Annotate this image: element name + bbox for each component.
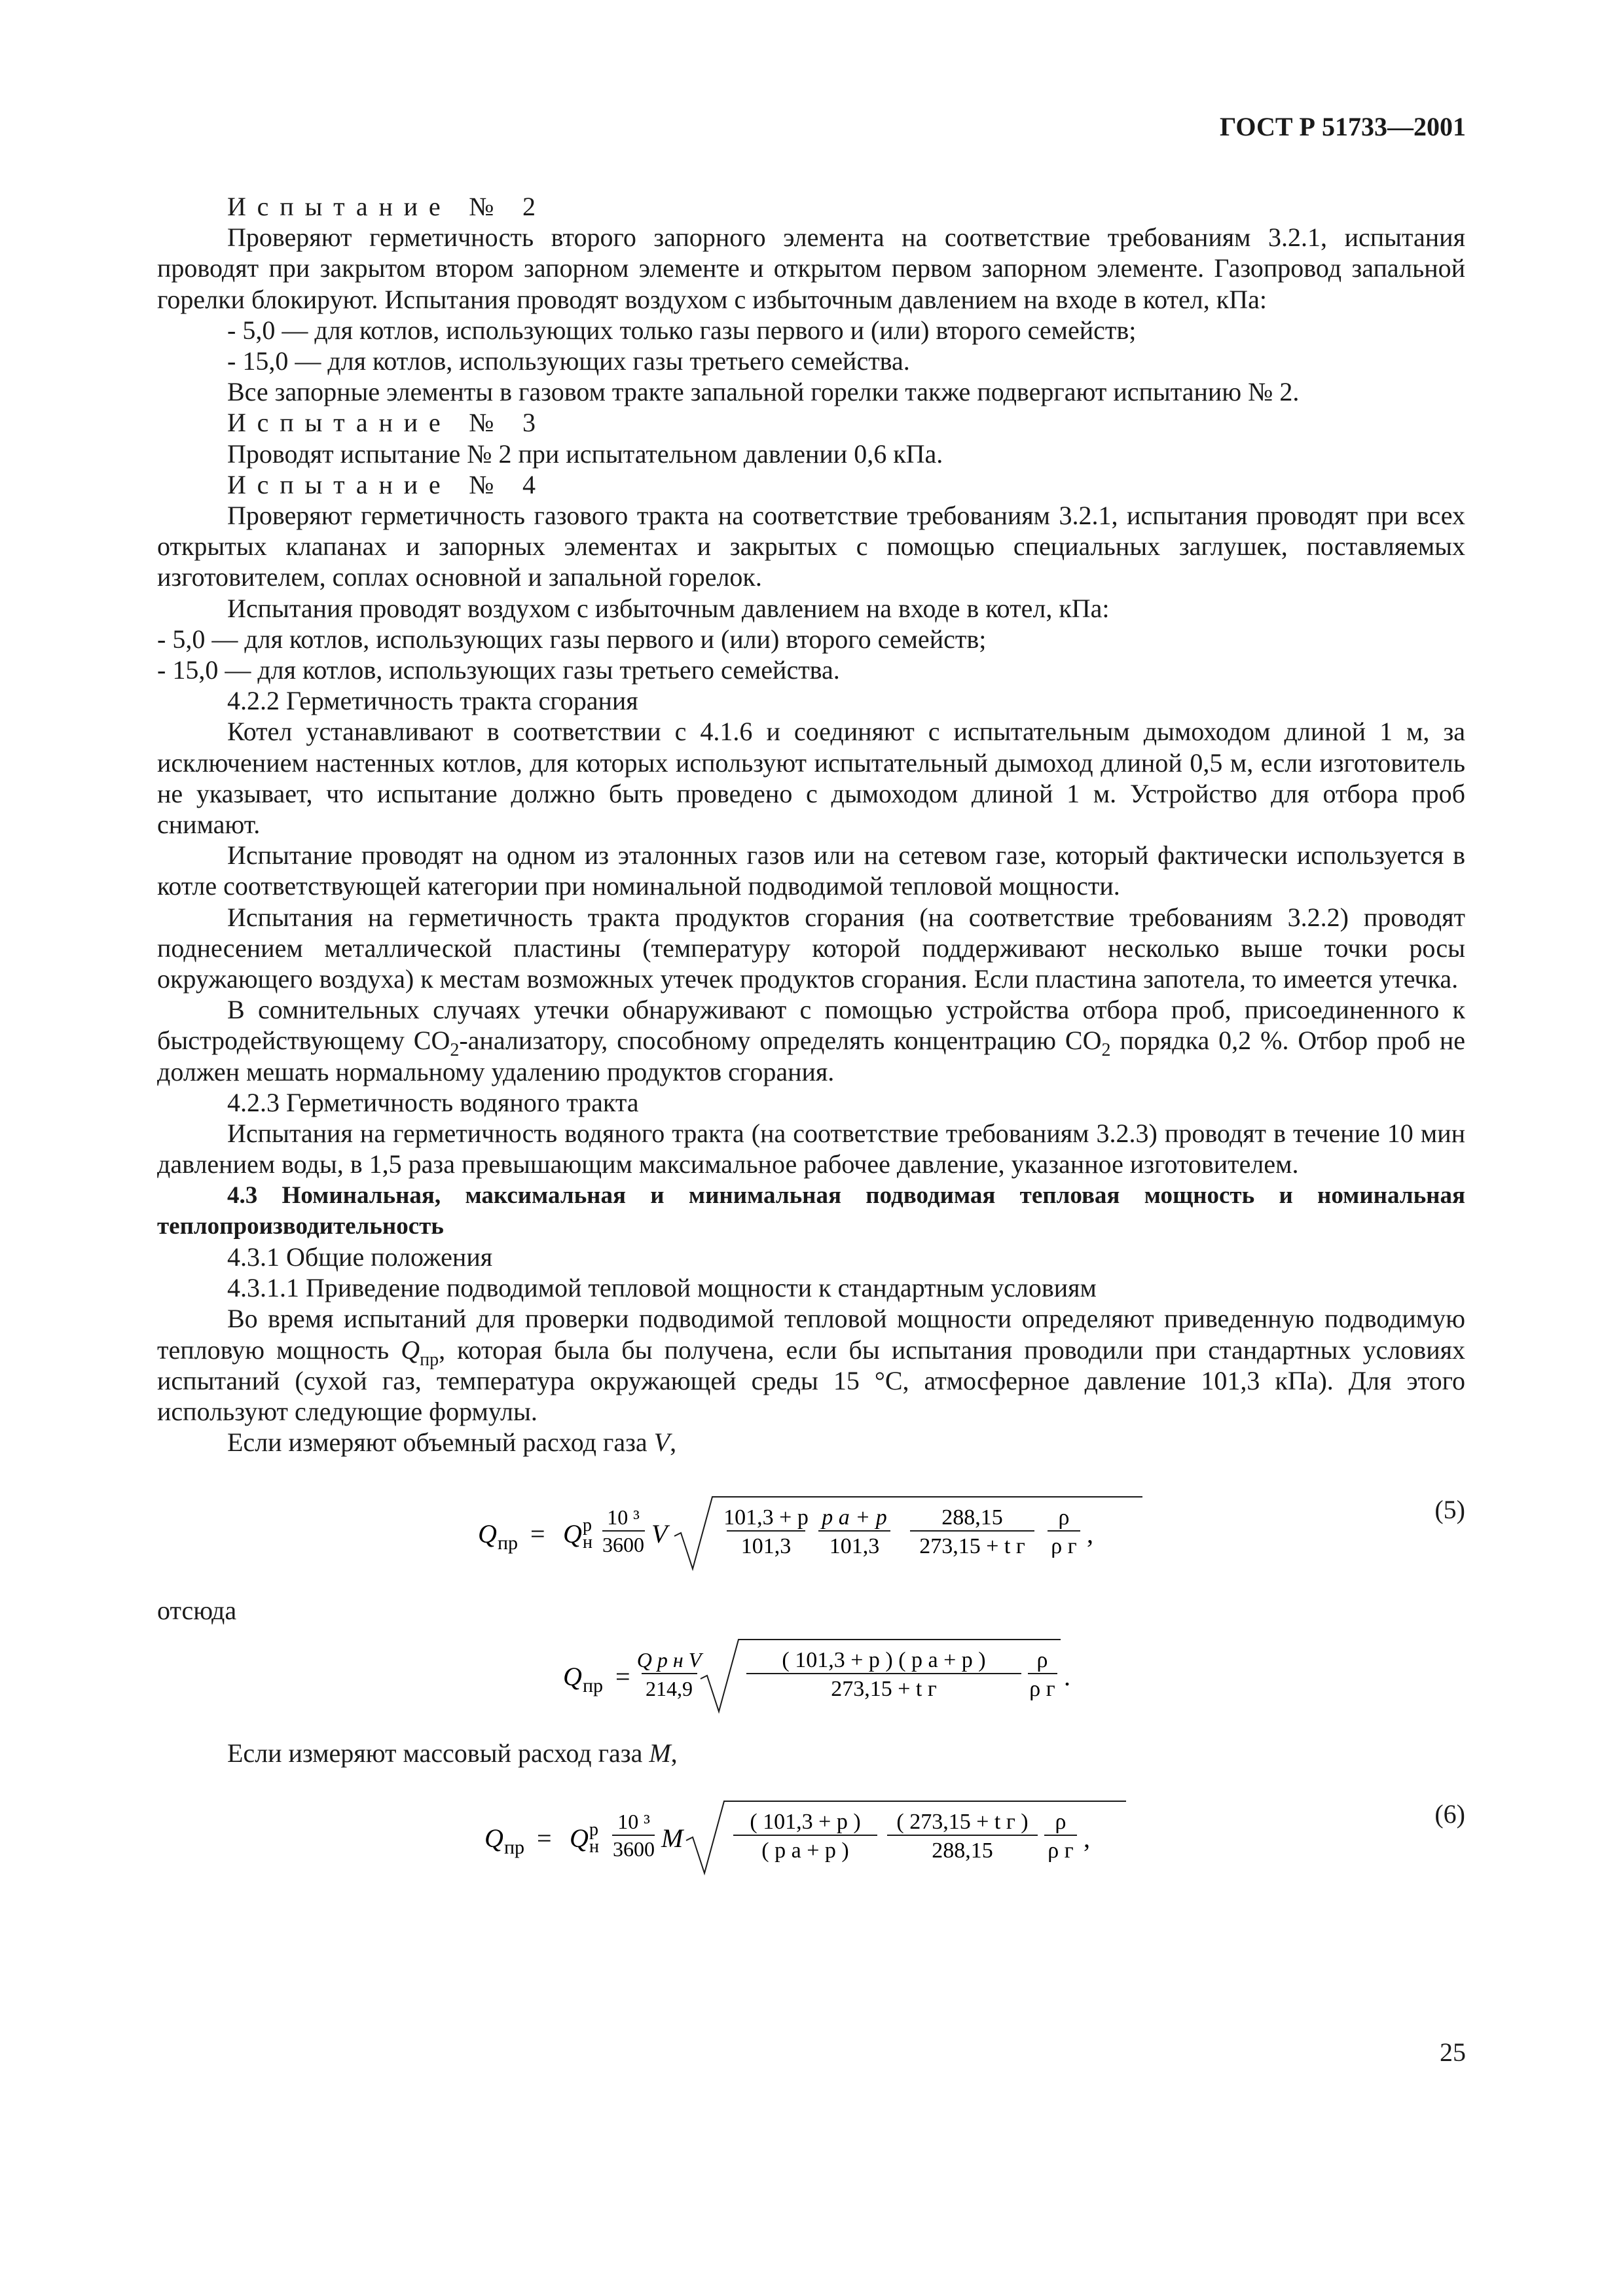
svg-text:101,3: 101,3 bbox=[740, 1534, 792, 1559]
svg-text:214,9: 214,9 bbox=[646, 1676, 693, 1700]
svg-text:=: = bbox=[537, 1823, 552, 1853]
svg-text:,: , bbox=[1087, 1519, 1093, 1549]
test4-paragraph-2: Испытания проводят воздухом с избыточным давлением на входе в котел, кПа: bbox=[227, 593, 1110, 623]
svg-text:V: V bbox=[651, 1519, 668, 1549]
test4-item-2: - 15,0 — для котлов, использующих газы третьего семейства. bbox=[157, 655, 840, 685]
page-content bbox=[157, 191, 1465, 1899]
section-4-2-3-paragraph: Испытания на герметичность водяного тракта (на соответствие требованиям 3.2.3) проводят в течение 10 мин давлением воды, в 1,5 раза превышающим максимальное рабочее давление, указанное изготовителем. bbox=[157, 1119, 1465, 1179]
svg-text:=: = bbox=[615, 1661, 630, 1691]
svg-text:( 101,3 + p ) ( p а + p ): ( 101,3 + p ) ( p а + p ) bbox=[782, 1647, 986, 1672]
svg-text:3600: 3600 bbox=[602, 1533, 644, 1557]
svg-text:ρ г: ρ г bbox=[1029, 1676, 1055, 1701]
svg-text:.: . bbox=[1064, 1661, 1070, 1691]
formula-5-number: (5) bbox=[1434, 1495, 1465, 1525]
formula-6-number: (6) bbox=[1434, 1799, 1465, 1829]
svg-text:( 101,3 + p ): ( 101,3 + p ) bbox=[750, 1809, 861, 1834]
svg-text:ρ: ρ bbox=[1055, 1809, 1067, 1834]
svg-text:M: M bbox=[661, 1823, 684, 1853]
svg-text:пр: пр bbox=[498, 1532, 519, 1554]
svg-text:273,15 + t г: 273,15 + t г bbox=[919, 1534, 1025, 1559]
svg-text:ρ: ρ bbox=[1036, 1647, 1048, 1672]
page-number: 25 bbox=[1440, 2037, 1466, 2067]
svg-text:101,3: 101,3 bbox=[829, 1534, 880, 1559]
svg-text:101,3 + p: 101,3 + p bbox=[723, 1505, 809, 1530]
section-4-2-2-heading: 4.2.2 Герметичность тракта сгорания bbox=[227, 686, 638, 716]
section-4-3-heading: 4.3 Номинальная, максимальная и минимальная подводимая тепловая мощность и номинальная теплопроизводительность bbox=[157, 1181, 1465, 1240]
formula-5 bbox=[157, 1484, 1465, 1582]
svg-text:Q р н V: Q р н V bbox=[636, 1647, 702, 1672]
svg-text:н: н bbox=[583, 1532, 593, 1553]
test2-paragraph-2: Все запорные элементы в газовом тракте запальной горелки также подвергают испытанию № 2. bbox=[227, 377, 1300, 407]
section-4-2-3-heading: 4.2.3 Герметичность водяного тракта bbox=[227, 1087, 639, 1117]
svg-text:ρ г: ρ г bbox=[1051, 1534, 1077, 1559]
svg-text:=: = bbox=[530, 1519, 545, 1549]
section-4-2-2-paragraph-1: Котел устанавливают в соответствии с 4.1.6 и соединяют с испытательным дымоходом длиной 1 м, за исключением настенных котлов, для которых используют испытательный дымоход длиной 0,5 м, если изготовитель не указывает, что испытание должно быть проведено с дымоходом длиной 1 м. Устройство для отбора проб снимают. bbox=[157, 717, 1465, 840]
test2-paragraph: Проверяют герметичность второго запорного элемента на соответствие требованиям 3.2.1, испытания проводят при закрытом втором запорном элементе и открытом первом запорном элементе. Газопровод запальной горелки блокируют. Испытания проводят воздухом с избыточным давлением на входе в котел, кПа: bbox=[157, 223, 1465, 314]
mass-flow-line: Если измеряют массовый расход газа M, bbox=[227, 1738, 678, 1768]
formula-5b-svg bbox=[157, 1626, 1465, 1725]
svg-text:Q: Q bbox=[478, 1519, 497, 1549]
svg-text:( 273,15 + t г ): ( 273,15 + t г ) bbox=[896, 1809, 1029, 1834]
svg-text:p а + p: p а + p bbox=[822, 1505, 887, 1530]
volume-flow-line: Если измеряют объемный расход газа V, bbox=[227, 1427, 677, 1458]
test3-paragraph: Проводят испытание № 2 при испытательном давлении 0,6 кПа. bbox=[227, 439, 943, 469]
section-4-3-1-1-paragraph: Во время испытаний для проверки подводимой тепловой мощности определяют приведенную подводимую тепловую мощность $Q_{пр}$, которая была бы получена, если бы испытания проводили при стандартных условиях испытаний (сухой газ, температура окружающей среды 15 °С, атмосферное давление 101,3 кПа). Для этого используют следующие формулы. bbox=[157, 1304, 1465, 1426]
section-4-3-1-heading: 4.3.1 Общие положения bbox=[227, 1242, 493, 1272]
section-4-2-2-paragraph-4: В сомнительных случаях утечки обнаруживают с помощью устройства отбора проб, присоединенного к быстродействующему $CO_2$-анализатору, способному определять концентрацию $CO_2$ порядка 0,2 %. Отбор проб не должен мешать нормальному удалению продуктов сгорания. bbox=[157, 995, 1465, 1086]
formula-6-svg bbox=[157, 1788, 1465, 1886]
test4-paragraph: Проверяют герметичность газового тракта на соответствие требованиям 3.2.1, испытания проводят при всех открытых клапанах и запорных элементах и закрытых с помощью специальных заглушек, поставляемых изготовителем, соплах основной и запальной горелок. bbox=[157, 501, 1465, 592]
test3-heading: Испытание № 3 bbox=[227, 408, 547, 438]
svg-text:10 ³: 10 ³ bbox=[617, 1809, 650, 1833]
svg-text:н: н bbox=[589, 1836, 599, 1857]
section-4-2-2-paragraph-3: Испытания на герметичность тракта продуктов сгорания (на соответствие требованиям 3.2.2) проводят поднесением металлической пластины (температуру которой поддерживают несколько выше точки росы окружающего воздуха) к местам возможных утечек продуктов сгорания. Если пластина запотела, то имеется утечка. bbox=[157, 902, 1465, 994]
svg-text:3600: 3600 bbox=[613, 1837, 655, 1861]
test4-heading: Испытание № 4 bbox=[227, 469, 547, 499]
otsyuda-label: отсюда bbox=[157, 1596, 237, 1626]
section-4-2-2-paragraph-2: Испытание проводят на одном из эталонных газов или на сетевом газе, который фактически используется в котле соответствующей категории при номинальной подводимой тепловой мощности. bbox=[157, 840, 1465, 901]
svg-text:Q: Q bbox=[570, 1823, 589, 1853]
formula-5b bbox=[157, 1626, 1465, 1725]
svg-text:ρ: ρ bbox=[1058, 1505, 1070, 1530]
svg-text:288,15: 288,15 bbox=[932, 1838, 993, 1863]
svg-text:пр: пр bbox=[504, 1836, 525, 1858]
test2-item-1: - 5,0 — для котлов, использующих только газы первого и (или) второго семейств; bbox=[227, 315, 1137, 345]
svg-text:Q: Q bbox=[563, 1661, 582, 1691]
formula-6 bbox=[157, 1788, 1465, 1886]
svg-text:Q: Q bbox=[563, 1519, 582, 1549]
svg-text:пр: пр bbox=[583, 1674, 604, 1696]
svg-text:10 ³: 10 ³ bbox=[607, 1505, 640, 1530]
svg-text:р: р bbox=[583, 1515, 592, 1536]
document-code: ГОСТ Р 51733—2001 bbox=[1219, 112, 1466, 141]
svg-text:р: р bbox=[589, 1819, 598, 1840]
svg-text:ρ г: ρ г bbox=[1048, 1838, 1074, 1863]
section-4-3-1-1-heading: 4.3.1.1 Приведение подводимой тепловой мощности к стандартным условиям bbox=[227, 1273, 1097, 1303]
svg-text:273,15 + t г: 273,15 + t г bbox=[831, 1676, 937, 1701]
svg-text:Q: Q bbox=[484, 1823, 503, 1853]
test4-item-1: - 5,0 — для котлов, использующих газы первого и (или) второго семейств; bbox=[157, 624, 987, 654]
formula-5-svg bbox=[157, 1484, 1465, 1582]
test2-heading: Испытание № 2 bbox=[227, 192, 547, 221]
svg-text:,: , bbox=[1084, 1823, 1090, 1853]
svg-text:288,15: 288,15 bbox=[941, 1505, 1003, 1530]
svg-text:( p а + p ): ( p а + p ) bbox=[761, 1838, 849, 1863]
test2-item-2: - 15,0 — для котлов, использующих газы третьего семейства. bbox=[227, 346, 910, 376]
